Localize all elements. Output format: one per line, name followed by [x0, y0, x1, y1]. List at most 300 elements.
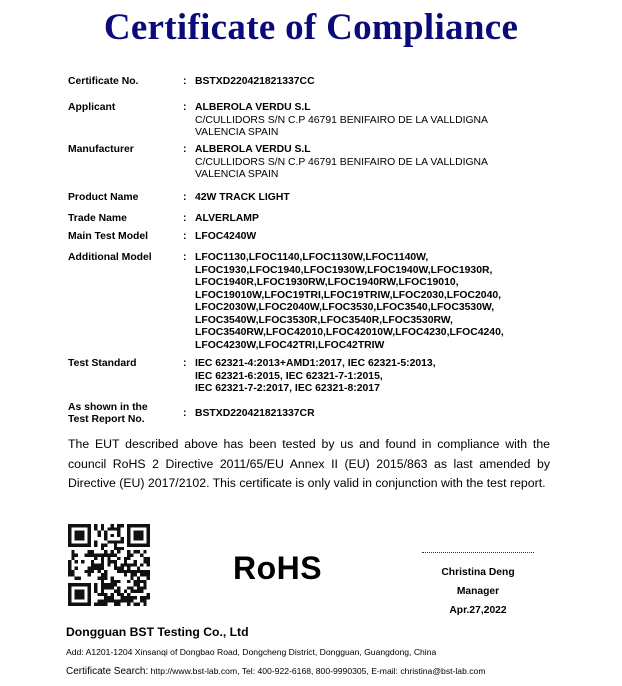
field-label: Certificate No. [68, 76, 139, 87]
qr-module [81, 524, 84, 527]
qr-module [147, 563, 150, 566]
qr-module [143, 603, 146, 606]
qr-module [68, 573, 71, 576]
colon: : [183, 192, 187, 203]
qr-module [94, 603, 97, 606]
main-test-model-value: LFOC4240W [195, 231, 257, 242]
additional-model-line: LFOC3540W,LFOC3530R,LFOC3540R,LFOC3530RW, [195, 314, 453, 326]
qr-module [75, 534, 78, 537]
qr-module [117, 580, 120, 583]
field-manufacturer [68, 144, 565, 182]
qr-module [127, 554, 130, 557]
qr-module [137, 576, 140, 579]
qr-module [137, 603, 140, 606]
qr-module [134, 583, 137, 586]
qr-module [143, 570, 146, 573]
qr-module [75, 596, 78, 599]
qr-module [130, 576, 133, 579]
qr-module [101, 554, 104, 557]
qr-module [75, 590, 78, 593]
qr-module [111, 599, 114, 602]
qr-module [117, 527, 120, 530]
qr-module [104, 550, 107, 553]
qr-module [68, 583, 71, 586]
qr-module [81, 596, 84, 599]
qr-module [91, 563, 94, 566]
colon: : [183, 144, 187, 155]
trade-name-value: ALVERLAMP [195, 213, 259, 224]
qr-module [111, 540, 114, 543]
qr-module [127, 524, 130, 527]
qr-module [127, 596, 130, 599]
field-applicant [68, 102, 565, 140]
qr-module [78, 583, 81, 586]
field-additional-model [68, 252, 565, 352]
qr-module [117, 590, 120, 593]
qr-module [104, 576, 107, 579]
qr-module [101, 586, 104, 589]
qr-module [94, 524, 97, 527]
qr-module [114, 583, 117, 586]
qr-module [130, 590, 133, 593]
certificate-no-value: BSTXD220421821337CC [195, 76, 315, 87]
qr-module [101, 583, 104, 586]
qr-module [120, 570, 123, 573]
qr-module [137, 537, 140, 540]
qr-module [114, 554, 117, 557]
qr-module [137, 590, 140, 593]
qr-module [134, 580, 137, 583]
qr-module [117, 570, 120, 573]
qr-module [134, 590, 137, 593]
qr-module [88, 537, 91, 540]
qr-module [94, 544, 97, 547]
qr-module [68, 590, 71, 593]
qr-module [120, 599, 123, 602]
qr-module [143, 550, 146, 553]
qr-module [78, 596, 81, 599]
qr-module [137, 567, 140, 570]
qr-module [81, 583, 84, 586]
qr-module [134, 544, 137, 547]
qr-module [117, 586, 120, 589]
qr-module [127, 593, 130, 596]
qr-module [101, 527, 104, 530]
qr-module [137, 580, 140, 583]
qr-module [140, 599, 143, 602]
field-test-report-no [68, 402, 565, 425]
signature-line [422, 548, 534, 553]
rohs-logo: RoHS [233, 550, 323, 586]
manufacturer-address-line2: VALENCIA SPAIN [195, 169, 279, 180]
qr-module [117, 540, 120, 543]
qr-module [68, 531, 71, 534]
qr-module [71, 570, 74, 573]
qr-module [134, 524, 137, 527]
qr-module [75, 524, 78, 527]
qr-module [127, 603, 130, 606]
manufacturer-name: ALBEROLA VERDU S.L [195, 144, 311, 155]
qr-module [134, 570, 137, 573]
qr-module [98, 576, 101, 579]
qr-module [104, 554, 107, 557]
signature-block [422, 548, 534, 620]
qr-module [84, 544, 87, 547]
qr-module [127, 534, 130, 537]
qr-module [98, 531, 101, 534]
colon: : [183, 102, 187, 113]
qr-module [68, 599, 71, 602]
certificate-search [66, 666, 485, 677]
qr-module [140, 563, 143, 566]
qr-module [111, 524, 114, 527]
qr-module [75, 567, 78, 570]
qr-module [143, 596, 146, 599]
qr-module [104, 599, 107, 602]
qr-module [94, 586, 97, 589]
colon: : [183, 213, 187, 224]
qr-module [127, 599, 130, 602]
qr-module [68, 603, 71, 606]
qr-module [88, 570, 91, 573]
qr-module [78, 537, 81, 540]
qr-module [107, 527, 110, 530]
qr-module [91, 554, 94, 557]
qr-module [114, 540, 117, 543]
qr-module [98, 563, 101, 566]
qr-module [91, 570, 94, 573]
qr-module [143, 586, 146, 589]
qr-module [117, 603, 120, 606]
qr-module [147, 534, 150, 537]
qr-module [117, 557, 120, 560]
qr-module [127, 540, 130, 543]
qr-module [147, 557, 150, 560]
qr-module [127, 537, 130, 540]
signatory-name: Christina Deng [441, 567, 515, 578]
qr-module [88, 590, 91, 593]
qr-module [147, 537, 150, 540]
qr-module [98, 534, 101, 537]
additional-model-line: LFOC3540RW,LFOC42010,LFOC42010W,LFOC4230,LFOC4240, [195, 327, 504, 338]
qr-module [71, 583, 74, 586]
qr-module [88, 540, 91, 543]
qr-module [81, 531, 84, 534]
qr-module [101, 599, 104, 602]
qr-module [94, 590, 97, 593]
qr-module [140, 586, 143, 589]
qr-module [147, 531, 150, 534]
manufacturer-address-line1: C/CULLIDORS S/N C.P 46791 BENIFAIRO DE LA VALLDIGNA [195, 156, 488, 168]
field-label: Additional Model [68, 252, 152, 263]
applicant-address-line2: VALENCIA SPAIN [195, 127, 279, 138]
qr-module [78, 544, 81, 547]
qr-module [111, 534, 114, 537]
qr-module [68, 567, 71, 570]
qr-module [120, 596, 123, 599]
qr-module [111, 550, 114, 553]
qr-module [117, 531, 120, 534]
qr-module [117, 593, 120, 596]
applicant-name: ALBEROLA VERDU S.L [195, 102, 311, 113]
qr-module [88, 596, 91, 599]
field-trade-name [68, 213, 565, 226]
qr-module [117, 534, 120, 537]
qr-module [71, 573, 74, 576]
search-label: Certificate Search: [66, 666, 149, 677]
qr-module [75, 576, 78, 579]
additional-model-line: LFOC1940R,LFOC1930RW,LFOC1940RW,LFOC19010, [195, 277, 459, 288]
qr-module [107, 554, 110, 557]
qr-module [71, 554, 74, 557]
qr-module [140, 554, 143, 557]
colon: : [183, 408, 187, 419]
qr-module [101, 576, 104, 579]
qr-module [107, 557, 110, 560]
qr-module [111, 586, 114, 589]
qr-module [117, 567, 120, 570]
qr-module [114, 580, 117, 583]
qr-module [88, 599, 91, 602]
qr-module [71, 544, 74, 547]
field-label: Applicant [68, 102, 116, 113]
product-name-value: 42W TRACK LIGHT [195, 192, 290, 203]
qr-module [127, 567, 130, 570]
qr-module [71, 557, 74, 560]
field-product-name [68, 192, 565, 205]
qr-module [124, 573, 127, 576]
qr-module [107, 560, 110, 563]
qr-module [143, 557, 146, 560]
qr-module [111, 596, 114, 599]
qr-module [114, 527, 117, 530]
qr-module [114, 560, 117, 563]
signature-date: Apr.27,2022 [449, 605, 507, 616]
qr-module [88, 573, 91, 576]
qr-module [88, 527, 91, 530]
qr-module [68, 563, 71, 566]
qr-module [137, 534, 140, 537]
qr-module [134, 603, 137, 606]
qr-module [130, 563, 133, 566]
qr-module [75, 603, 78, 606]
field-label: Main Test Model [68, 231, 149, 242]
qr-module [68, 534, 71, 537]
qr-module [84, 570, 87, 573]
qr-module [140, 531, 143, 534]
qr-module [130, 570, 133, 573]
qr-module [78, 524, 81, 527]
test-standard-line: IEC 62321-6:2015, IEC 62321-7-1:2015, [195, 370, 383, 382]
qr-module [127, 570, 130, 573]
qr-module [81, 537, 84, 540]
qr-module [143, 583, 146, 586]
field-label: Trade Name [68, 213, 127, 224]
qr-module [120, 567, 123, 570]
qr-module [98, 570, 101, 573]
qr-module [88, 531, 91, 534]
qr-module [68, 586, 71, 589]
qr-module [84, 524, 87, 527]
qr-module [134, 596, 137, 599]
qr-module [88, 603, 91, 606]
additional-model-line: LFOC1130,LFOC1140,LFOC1130W,LFOC1140W, [195, 252, 429, 263]
qr-module [114, 599, 117, 602]
qr-module [75, 560, 78, 563]
qr-module [84, 583, 87, 586]
qr-module [111, 593, 114, 596]
signatory-title: Manager [456, 586, 500, 597]
qr-module [94, 527, 97, 530]
qr-module [75, 583, 78, 586]
qr-module [114, 567, 117, 570]
qr-module [101, 524, 104, 527]
qr-module [117, 547, 120, 550]
qr-module [71, 550, 74, 553]
qr-module [111, 576, 114, 579]
qr-module [143, 560, 146, 563]
qr-module [114, 603, 117, 606]
qr-module [88, 534, 91, 537]
qr-module [68, 524, 71, 527]
field-label: Product Name [68, 192, 139, 203]
qr-module [107, 563, 110, 566]
label-line: Test Report No. [68, 413, 145, 425]
qr-module [124, 570, 127, 573]
qr-module [104, 593, 107, 596]
qr-module [104, 534, 107, 537]
qr-module [78, 576, 81, 579]
qr-module [104, 586, 107, 589]
additional-model-line: LFOC1930,LFOC1940,LFOC1930W,LFOC1940W,LFOC1930R, [195, 264, 493, 276]
qr-module [120, 540, 123, 543]
field-main-test-model [68, 231, 565, 244]
qr-module [117, 524, 120, 527]
qr-module [107, 599, 110, 602]
qr-module [130, 599, 133, 602]
qr-module [81, 590, 84, 593]
qr-module [104, 544, 107, 547]
test-standard-line: IEC 62321-7-2:2017, IEC 62321-8:2017 [195, 383, 380, 394]
qr-module [134, 534, 137, 537]
qr-module [137, 586, 140, 589]
qr-module [101, 563, 104, 566]
qr-module [147, 527, 150, 530]
qr-module [75, 531, 78, 534]
qr-module [140, 524, 143, 527]
qr-module [117, 599, 120, 602]
qr-module [104, 603, 107, 606]
qr-module [68, 527, 71, 530]
company-address: Add: A1201-1204 Xinsanqi of Dongbao Road, Dongcheng District, Dongguan, Guangdong, China [66, 647, 437, 657]
qr-module [104, 531, 107, 534]
qr-module [120, 547, 123, 550]
qr-module [137, 570, 140, 573]
qr-module [111, 560, 114, 563]
qr-module [140, 570, 143, 573]
qr-module [98, 603, 101, 606]
qr-module [107, 586, 110, 589]
qr-module [143, 599, 146, 602]
qr-module [75, 554, 78, 557]
qr-module [68, 537, 71, 540]
qr-module [91, 560, 94, 563]
qr-module [137, 583, 140, 586]
colon: : [183, 252, 187, 263]
field-label [68, 402, 183, 425]
qr-module [143, 524, 146, 527]
qr-module [98, 599, 101, 602]
qr-module [111, 580, 114, 583]
label-line: As shown in the [68, 402, 148, 413]
qr-module [111, 554, 114, 557]
qr-module [81, 603, 84, 606]
qr-module [134, 560, 137, 563]
qr-module [137, 531, 140, 534]
qr-module [147, 573, 150, 576]
qr-module [81, 560, 84, 563]
qr-module [88, 567, 91, 570]
qr-module [88, 593, 91, 596]
qr-module [104, 583, 107, 586]
colon: : [183, 358, 187, 369]
qr-module [134, 537, 137, 540]
qr-module [68, 596, 71, 599]
qr-module [127, 580, 130, 583]
test-report-no-value: BSTXD220421821337CR [195, 408, 315, 419]
qr-module [147, 524, 150, 527]
qr-module [98, 554, 101, 557]
qr-module [134, 563, 137, 566]
qr-module [134, 573, 137, 576]
qr-module [78, 593, 81, 596]
qr-module [101, 603, 104, 606]
qr-module [140, 580, 143, 583]
qr-module [78, 590, 81, 593]
colon: : [183, 231, 187, 242]
qr-module [91, 567, 94, 570]
qr-module [124, 596, 127, 599]
qr-module [88, 583, 91, 586]
qr-module [68, 593, 71, 596]
qr-module [88, 586, 91, 589]
qr-module [91, 550, 94, 553]
qr-module [101, 547, 104, 550]
qr-module [94, 563, 97, 566]
qr-module [107, 583, 110, 586]
qr-module [140, 544, 143, 547]
qr-module [101, 560, 104, 563]
field-label: Manufacturer [68, 144, 134, 155]
search-details[interactable]: http://www.bst-lab.com, Tel: 400-922-6168, 800-9990305, E-mail: christina@bst-lab.com [150, 666, 486, 676]
qr-module [137, 550, 140, 553]
qr-module [78, 534, 81, 537]
qr-module [88, 550, 91, 553]
qr-module [101, 593, 104, 596]
qr-module [104, 570, 107, 573]
qr-module [140, 596, 143, 599]
qr-module [94, 567, 97, 570]
qr-module [114, 544, 117, 547]
qr-module [101, 573, 104, 576]
qr-code[interactable] [68, 524, 150, 606]
qr-module [84, 554, 87, 557]
qr-module [78, 603, 81, 606]
qr-module [120, 593, 123, 596]
qr-module [104, 537, 107, 540]
qr-module [98, 567, 101, 570]
qr-module [71, 524, 74, 527]
